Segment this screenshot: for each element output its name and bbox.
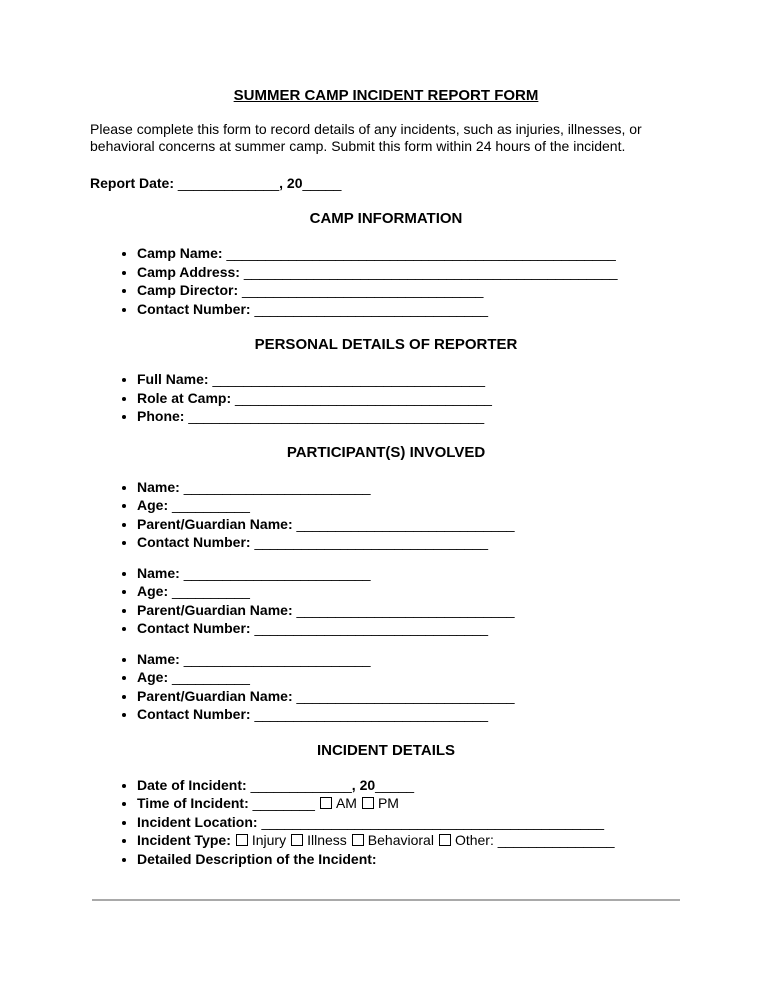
pm-label: PM bbox=[377, 795, 399, 811]
field-label: Name: bbox=[137, 564, 180, 581]
field-label: Camp Name: bbox=[137, 245, 223, 261]
field-incident-type bbox=[137, 831, 682, 850]
blank-line[interactable]: ______________________________ bbox=[254, 300, 489, 317]
date-year-prefix: , 20 bbox=[351, 776, 376, 793]
field-participant-name bbox=[137, 650, 682, 669]
field-time-of-incident bbox=[137, 794, 682, 813]
blank-line[interactable]: ________________________ bbox=[183, 478, 371, 495]
blank-line[interactable]: _________________________________ bbox=[235, 389, 492, 406]
field-parent-guardian-name bbox=[137, 515, 682, 534]
blank-line[interactable]: __________ bbox=[172, 669, 250, 685]
section-heading-participants: PARTICIPANT(S) INVOLVED bbox=[286, 443, 486, 461]
checkbox-behavioral[interactable] bbox=[352, 834, 364, 846]
field-participant-age bbox=[137, 582, 682, 601]
field-incident-location bbox=[137, 813, 682, 832]
blank-line[interactable]: ______________________________ bbox=[254, 620, 489, 636]
section-heading-incident-details: INCIDENT DETAILS bbox=[316, 741, 456, 759]
field-label: Date of Incident: bbox=[137, 776, 247, 793]
field-label: Age: bbox=[137, 497, 169, 513]
footer-divider bbox=[92, 899, 680, 901]
blank-line[interactable]: ________________________ bbox=[183, 564, 371, 581]
field-camp-contact-number bbox=[137, 300, 682, 319]
field-full-name bbox=[137, 370, 682, 389]
checkbox-injury[interactable] bbox=[236, 834, 248, 846]
participant-block-1 bbox=[90, 478, 682, 552]
field-reporter-phone bbox=[137, 407, 682, 426]
blank-line[interactable]: ________________________ bbox=[183, 650, 371, 667]
incident-details-list bbox=[90, 776, 682, 869]
date-blank-line[interactable]: _____________ bbox=[250, 776, 352, 793]
date-year-blank-line[interactable]: _____ bbox=[375, 776, 415, 793]
field-label: Detailed Description of the Incident: bbox=[137, 850, 377, 867]
field-label: Contact Number: bbox=[137, 534, 251, 550]
other-label: Other: bbox=[454, 832, 494, 848]
blank-line[interactable]: __________ bbox=[172, 583, 250, 599]
field-camp-name bbox=[137, 244, 682, 263]
field-label: Contact Number: bbox=[137, 300, 251, 317]
section-heading-reporter-details: PERSONAL DETAILS OF REPORTER bbox=[254, 336, 518, 353]
field-label: Age: bbox=[137, 669, 169, 685]
field-participant-age bbox=[137, 496, 682, 515]
field-camp-address bbox=[137, 263, 682, 282]
field-label: Camp Address: bbox=[137, 263, 240, 280]
field-label: Incident Location: bbox=[137, 813, 258, 830]
participant-block-2 bbox=[90, 564, 682, 638]
blank-line[interactable]: ____________________________ bbox=[296, 515, 515, 532]
field-label: Parent/Guardian Name: bbox=[137, 687, 293, 704]
field-label: Time of Incident: bbox=[137, 795, 249, 811]
field-label: Age: bbox=[137, 583, 169, 599]
blank-line[interactable]: ____________________________ bbox=[296, 687, 515, 704]
report-date-year-prefix: , 20 bbox=[279, 175, 303, 191]
reporter-details-list bbox=[90, 370, 682, 426]
field-label: Parent/Guardian Name: bbox=[137, 601, 293, 618]
camp-information-list bbox=[90, 244, 682, 318]
checkbox-illness[interactable] bbox=[291, 834, 303, 846]
blank-line[interactable]: __________________________________________________ bbox=[226, 245, 616, 261]
field-label: Parent/Guardian Name: bbox=[137, 515, 293, 532]
report-date-blank-line[interactable]: _____________ bbox=[177, 175, 280, 191]
field-participant-name bbox=[137, 478, 682, 497]
checkbox-other[interactable] bbox=[439, 834, 451, 846]
field-participant-contact-number bbox=[137, 533, 682, 552]
field-detailed-description bbox=[137, 850, 682, 869]
blank-line[interactable]: ____________________________ bbox=[296, 601, 515, 618]
field-participant-contact-number bbox=[137, 705, 682, 724]
blank-line[interactable]: ______________________________ bbox=[254, 534, 489, 550]
field-label: Name: bbox=[137, 478, 180, 495]
field-label: Contact Number: bbox=[137, 706, 251, 722]
checkbox-pm[interactable] bbox=[362, 797, 374, 809]
blank-line[interactable]: ______________________________________ bbox=[188, 408, 485, 424]
field-camp-director bbox=[137, 281, 682, 300]
field-label: Full Name: bbox=[137, 371, 209, 387]
am-label: AM bbox=[335, 795, 357, 811]
blank-line[interactable]: __________ bbox=[172, 497, 250, 513]
field-label: Name: bbox=[137, 650, 180, 667]
field-label: Camp Director: bbox=[137, 282, 239, 298]
blank-line[interactable]: ______________________________ bbox=[254, 706, 489, 722]
blank-line[interactable]: ________________________________________________ bbox=[243, 263, 618, 280]
field-label: Phone: bbox=[137, 408, 185, 424]
page-title: SUMMER CAMP INCIDENT REPORT FORM bbox=[233, 87, 539, 104]
field-parent-guardian-name bbox=[137, 601, 682, 620]
field-date-of-incident bbox=[137, 776, 682, 795]
field-label: Role at Camp: bbox=[137, 389, 232, 406]
blank-line[interactable]: ____________________________________________ bbox=[261, 813, 605, 830]
field-label: Contact Number: bbox=[137, 620, 251, 636]
report-date-year-blank-line[interactable]: _____ bbox=[302, 175, 342, 191]
field-role-at-camp bbox=[137, 389, 682, 408]
injury-label: Injury bbox=[251, 832, 287, 848]
time-blank-line[interactable]: ________ bbox=[252, 795, 315, 811]
field-participant-age bbox=[137, 668, 682, 687]
field-participant-contact-number bbox=[137, 619, 682, 638]
report-date-label: Report Date: bbox=[90, 175, 175, 191]
intro-paragraph: Please complete this form to record details of any incidents, such as injuries, illnesses, or behavioral concerns at summer camp. Submit this form within 24 hours of the incident. bbox=[90, 121, 642, 154]
report-date-field bbox=[90, 174, 682, 192]
illness-label: Illness bbox=[307, 832, 347, 848]
field-participant-name bbox=[137, 564, 682, 583]
blank-line[interactable]: _______________________________ bbox=[242, 282, 484, 298]
behavioral-label: Behavioral bbox=[367, 832, 434, 848]
field-parent-guardian-name bbox=[137, 687, 682, 706]
blank-line[interactable]: ___________________________________ bbox=[212, 371, 485, 387]
checkbox-am[interactable] bbox=[320, 797, 332, 809]
section-heading-camp-information: CAMP INFORMATION bbox=[309, 210, 463, 227]
other-blank-line[interactable]: _______________ bbox=[497, 832, 615, 848]
field-label: Incident Type: bbox=[137, 832, 231, 848]
participant-block-3 bbox=[90, 650, 682, 724]
